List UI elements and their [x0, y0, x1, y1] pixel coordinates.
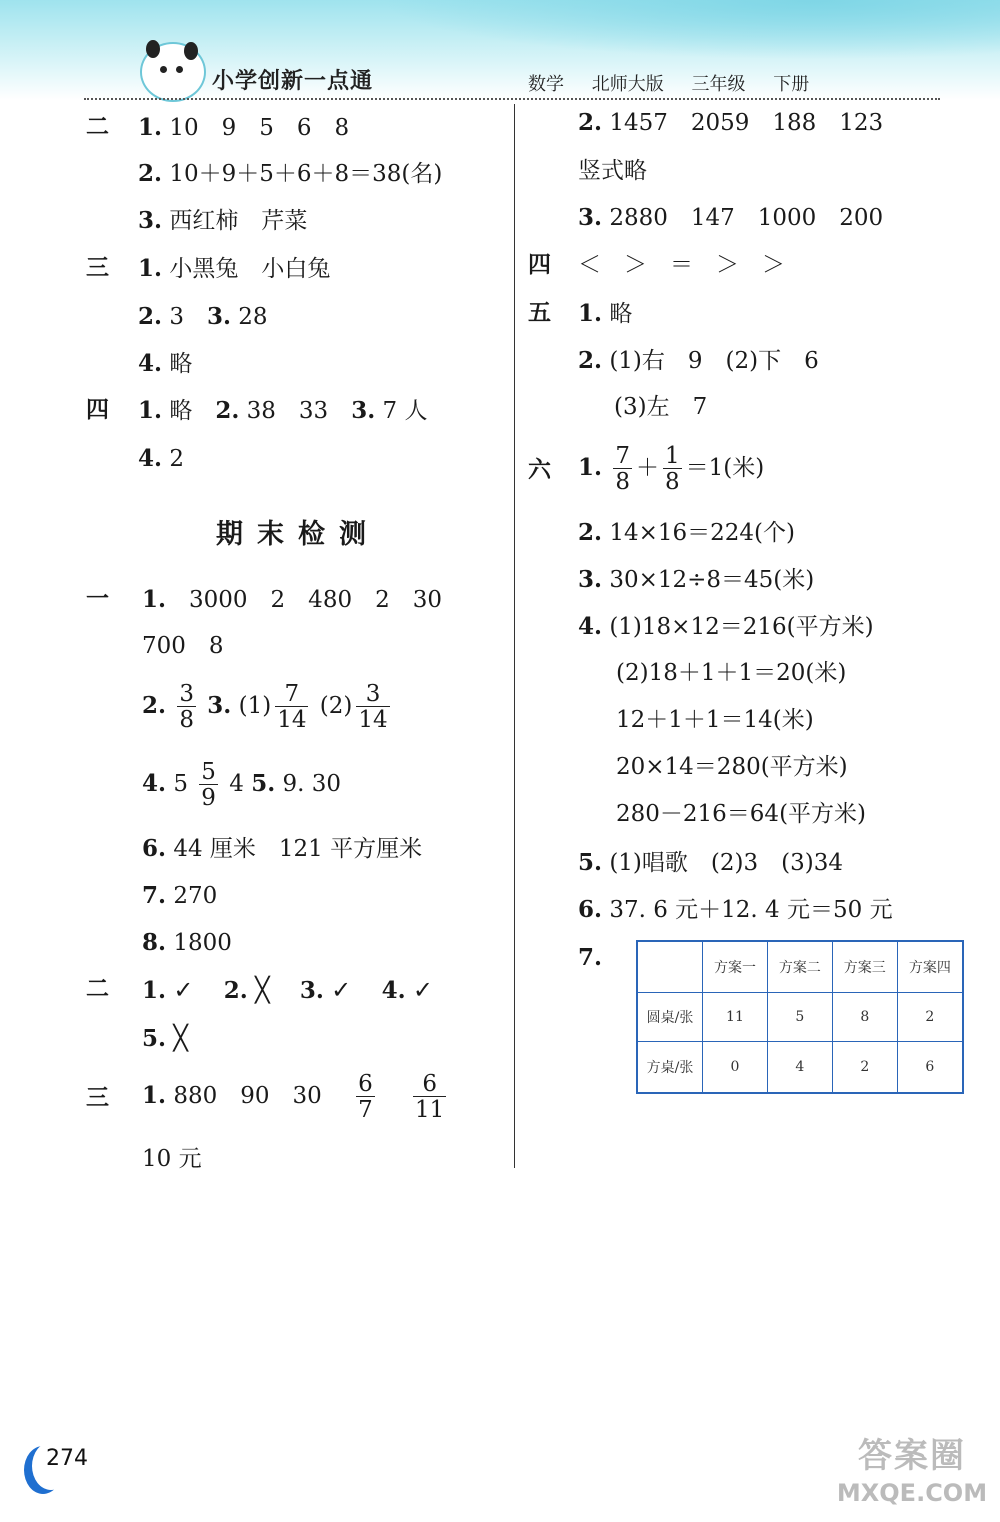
answer-line: 3. 2880 147 1000 200: [578, 204, 884, 231]
table-row: [637, 992, 963, 1042]
section-label: 三: [86, 255, 109, 281]
header-wave: [380, 0, 1000, 60]
table-header-row: [637, 941, 963, 992]
table-header-cell: 方案一: [703, 941, 768, 992]
mascot-eye: [176, 66, 183, 73]
final-exam-title: 期末检测: [216, 519, 380, 550]
table-cell: 11: [703, 992, 768, 1042]
answer-line: 2. 1457 2059 188 123: [578, 109, 884, 136]
mascot-eye: [160, 66, 167, 73]
answer-line: 5. (1)唱歌 (2)3 (3)34: [578, 849, 843, 876]
table-header-cell: 方案二: [767, 941, 832, 992]
answer-line: 1. 略 2. 38 33 3. 7 人: [138, 397, 428, 424]
answer-line: 1. 10 9 5 6 8: [138, 114, 350, 141]
answer-line: (3)左 7: [614, 394, 708, 420]
table-header-cell: [637, 941, 703, 992]
answer-line: 4. (1)18×12＝216(平方米): [578, 613, 874, 640]
answer-line: 3. 30×12÷8＝45(米): [578, 566, 815, 593]
table-cell: 0: [703, 1042, 768, 1093]
answer-line: 3. 西红柿 芹菜: [138, 207, 308, 234]
answer-line: 10 元: [142, 1146, 202, 1172]
fraction: $\frac{1}{8}$: [664, 443, 680, 496]
answer-line: 4. 2: [138, 445, 184, 472]
watermark-text: 答案圈: [858, 1436, 966, 1476]
answer-line: (2)18＋1＋1＝20(米): [616, 660, 847, 686]
answer-line: 7. 270: [142, 882, 218, 909]
cross-mark-icon: ╳: [173, 1024, 188, 1052]
check-mark-icon: ✓: [331, 976, 352, 1004]
answer-line: 2. (1)右 9 (2)下 6: [578, 347, 819, 374]
brand-title: 小学创新一点通: [212, 69, 374, 94]
answer-line: 4. 略: [138, 350, 193, 377]
answer-line: 2. 3 3. 28: [138, 303, 268, 330]
answer-line: ＜ ＞ ＝ ＞ ＞: [578, 252, 785, 278]
grade: 三年级: [691, 74, 746, 95]
fraction: $\frac{3}{8}$: [179, 681, 194, 734]
table-cell: 8: [832, 992, 897, 1042]
fraction: $\frac{7}{8}$: [615, 443, 630, 496]
check-mark-icon: ✓: [173, 976, 194, 1004]
answer-line: 1. 3000 2 480 2 30: [142, 586, 442, 613]
fraction: $\frac{6}{7}$: [358, 1071, 373, 1124]
table-row: [637, 1042, 963, 1093]
answer-line: 20×14＝280(平方米): [616, 754, 848, 780]
edition: 北师大版: [591, 74, 664, 95]
answer-line: 2. $\frac{3}{8}$ 3. (1) $\frac{7}{14}$ (2) $\frac{3}{14}$: [142, 681, 388, 734]
watermark-url: MXQE.COM: [836, 1479, 988, 1507]
section-label: 五: [528, 300, 551, 326]
answer-line: 1. 略: [578, 300, 633, 327]
section-label: 二: [86, 976, 109, 1002]
answer-line: 1. ✓ 2. ╳ 3. ✓ 4. ✓: [142, 976, 434, 1004]
table-header-cell: 方案三: [832, 941, 897, 992]
answer-line: 1. $\frac{7}{8}$ ＋ $\frac{1}{8}$ ＝1(米): [578, 443, 765, 496]
table-header-cell: 方案四: [897, 941, 963, 992]
answer-line: 5. ╳: [142, 1024, 188, 1052]
column-divider: [514, 104, 515, 1168]
answer-line: 6. 37. 6 元＋12. 4 元＝50 元: [578, 896, 893, 923]
answer-line: 1. 小黑兔 小白兔: [138, 255, 331, 282]
table-cell: 方桌/张: [637, 1042, 703, 1093]
watermark: [832, 1428, 992, 1516]
answer-line: 2. 10＋9＋5＋6＋8＝38(名): [138, 160, 443, 187]
mascot-ear: [184, 42, 198, 60]
cross-mark-icon: ╳: [255, 976, 270, 1004]
table-cell: 4: [767, 1042, 832, 1093]
table-cell: 2: [897, 992, 963, 1042]
answer-line: 1. 880 90 30 $\frac{6}{7}$ $\frac{6}{11}$: [142, 1071, 445, 1124]
check-mark-icon: ✓: [412, 976, 434, 1004]
book-info: [528, 70, 831, 96]
section-label: 三: [86, 1085, 109, 1111]
section-label: 四: [528, 252, 551, 278]
fraction: $\frac{3}{14}$: [358, 681, 388, 734]
section-label: 四: [86, 397, 109, 423]
plan-table: [636, 940, 964, 1094]
answer-line: 7.: [578, 944, 603, 971]
page-number: 274: [46, 1446, 88, 1471]
answer-line: 12＋1＋1＝14(米): [616, 707, 814, 733]
table-cell: 6: [897, 1042, 963, 1093]
fraction: $\frac{5}{9}$: [201, 759, 216, 812]
volume: 下册: [773, 74, 810, 95]
section-label: 二: [86, 114, 109, 140]
table-cell: 2: [832, 1042, 897, 1093]
answer-line: 6. 44 厘米 121 平方厘米: [142, 835, 423, 862]
answer-line: 4. 5 $\frac{5}{9}$ 4 5. 9. 30: [142, 759, 342, 812]
mascot-ear: [146, 40, 160, 58]
answer-line: 700 8: [142, 633, 224, 659]
answer-line: 竖式略: [578, 158, 647, 184]
subject: 数学: [528, 74, 564, 95]
answer-line: 2. 14×16＝224(个): [578, 519, 795, 546]
mascot-icon: [140, 42, 206, 102]
fraction: $\frac{6}{11}$: [415, 1071, 445, 1124]
section-label: 六: [528, 457, 551, 483]
fraction: $\frac{7}{14}$: [277, 681, 307, 734]
section-label: 一: [86, 586, 109, 612]
header-rule: [84, 98, 940, 100]
table-cell: 圆桌/张: [637, 992, 703, 1042]
table-cell: 5: [767, 992, 832, 1042]
answer-line: 8. 1800: [142, 929, 232, 956]
answer-line: 280－216＝64(平方米): [616, 801, 867, 827]
